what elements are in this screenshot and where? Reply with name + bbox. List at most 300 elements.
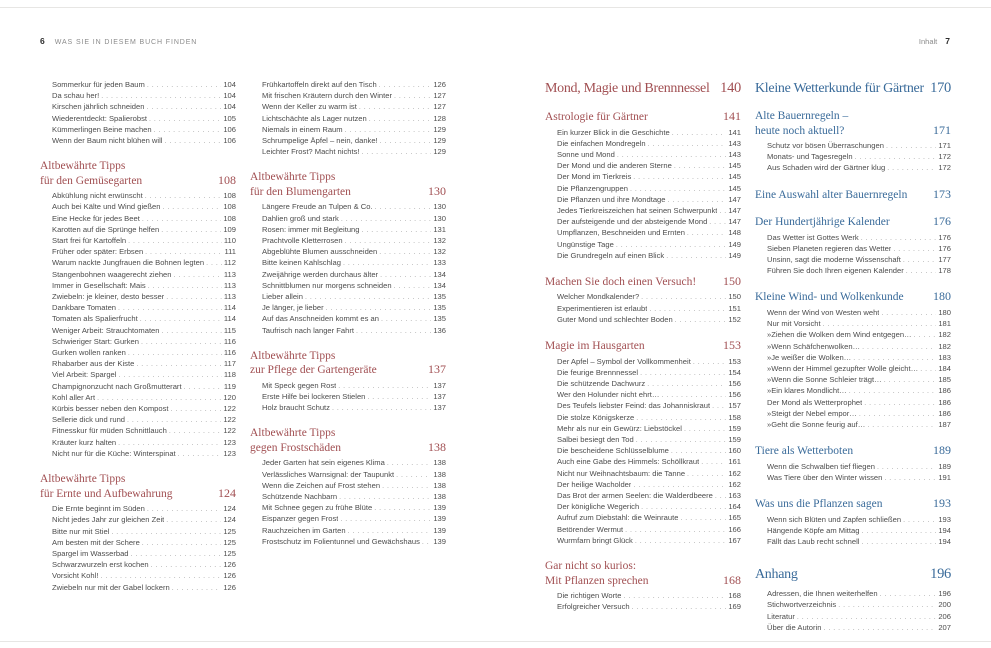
entry-title: Warum nackte Jungfrauen die Bohnen legten: [52, 258, 205, 268]
section-page-number: 108: [218, 172, 236, 187]
dot-leader: [671, 446, 726, 457]
entry-page-number: 132: [433, 236, 446, 246]
dot-leader: [884, 375, 937, 386]
toc-entry: [40, 571, 236, 582]
section-heading-line: [755, 497, 951, 512]
entry-page-number: 116: [223, 348, 236, 358]
dot-leader: [862, 342, 936, 353]
section-heading: [545, 110, 741, 125]
entry-title: »Ein klares Mondlicht…: [767, 386, 847, 396]
entry-title: Der Mond im Tierkreis: [557, 172, 632, 182]
section-heading-line: [755, 124, 951, 139]
entry-page-number: 105: [223, 113, 236, 123]
entry-title: Sommerkur für jeden Baum: [52, 80, 145, 89]
entry-title: Schnittblumen nur morgens schneiden: [262, 280, 392, 290]
entry-title: Lieber allein: [262, 292, 303, 302]
section-page-number: 138: [428, 439, 446, 454]
section-heading-line: [250, 363, 446, 378]
entry-page-number: 189: [938, 461, 951, 471]
section-heading-line: [545, 275, 741, 290]
dot-leader: [332, 403, 431, 414]
entry-title: Holz braucht Schutz: [262, 403, 330, 413]
entry-title: Auch bei Kälte und Wind gießen: [52, 202, 161, 212]
entry-page-number: 135: [433, 303, 446, 313]
toc-entry: [40, 527, 236, 538]
dot-leader: [920, 364, 936, 375]
dot-leader: [396, 470, 431, 481]
entry-title: Zweijährige werden durchaus älter: [262, 269, 379, 279]
toc-entry: [40, 504, 236, 515]
toc-entry: [250, 102, 446, 113]
entry-title: Bitte nur mit Stiel: [52, 526, 110, 536]
toc-entry: [250, 458, 446, 469]
entry-title: Die richtigen Worte: [557, 591, 622, 600]
entry-title: Mit Speck gegen Rost: [262, 380, 337, 390]
toc-entry: [545, 172, 741, 183]
entry-title: Ungünstige Tage: [557, 239, 614, 249]
entry-page-number: 126: [223, 560, 236, 570]
toc-entry: [40, 247, 236, 258]
entry-title: Aus Schaden wird der Gärtner klug: [767, 163, 886, 173]
toc-entry: [250, 125, 446, 136]
toc-entry: [40, 337, 236, 348]
section-title: heute noch aktuell?: [755, 124, 845, 137]
dot-leader: [617, 150, 726, 161]
entry-page-number: 126: [223, 582, 236, 592]
entry-page-number: 172: [938, 163, 951, 173]
entry-title: Fällt das Laub recht schnell: [767, 536, 860, 546]
section-heading-line: Gar nicht so kurios:: [545, 560, 637, 572]
entry-title: Am besten mit der Schere: [52, 537, 140, 547]
toc-entry: [755, 589, 951, 600]
dot-leader: [649, 304, 726, 315]
entry-title: Führen Sie doch Ihren eigenen Kalender: [767, 266, 904, 276]
toc-entry: [545, 217, 741, 228]
chapter-title: Kleine Wetterkunde für Gärtner: [755, 81, 924, 96]
entry-page-number: 141: [728, 127, 741, 137]
section-heading: [40, 160, 236, 188]
toc-entry: [250, 80, 446, 91]
dot-leader: [142, 214, 222, 225]
section-page-number: 173: [933, 186, 951, 201]
toc-entry: [40, 303, 236, 314]
dot-leader: [636, 413, 726, 424]
entry-title: Erfolgreicher Versuch: [557, 602, 630, 612]
entry-page-number: 114: [223, 314, 236, 324]
entry-page-number: 137: [433, 392, 446, 402]
entry-page-number: 111: [224, 247, 236, 257]
chapter-page-number: 196: [930, 566, 951, 583]
entry-page-number: 183: [938, 352, 951, 362]
toc-entry: [545, 292, 741, 303]
toc-entry: [250, 470, 446, 481]
toc-entry: [250, 270, 446, 281]
toc-entry: [545, 525, 741, 536]
entry-title: Experimentieren ist erlaubt: [557, 303, 648, 313]
dot-leader: [906, 266, 937, 277]
entry-title: Guter Mond und schlechter Boden: [557, 314, 673, 324]
entry-title: Kürbis besser neben den Kompost: [52, 404, 169, 414]
entry-title: Der königliche Wegerich: [557, 502, 640, 512]
entry-page-number: 169: [728, 602, 741, 612]
toc-entry: [755, 319, 951, 330]
entry-title: Ein kurzer Blick in die Geschichte: [557, 127, 670, 137]
toc-entry: [545, 491, 741, 502]
toc-entry: [545, 401, 741, 412]
toc-entry: [545, 315, 741, 326]
dot-leader: [880, 589, 937, 600]
entry-title: Aufruf zum Diebstahl: die Weinraute: [557, 513, 679, 523]
section-heading: [545, 560, 741, 588]
toc-entry: [250, 214, 446, 225]
dot-leader: [111, 527, 221, 538]
section-title: Mit Pflanzen sprechen: [545, 574, 649, 587]
dot-leader: [326, 303, 432, 314]
toc-entry: [40, 449, 236, 460]
toc-column: [250, 80, 446, 548]
entry-title: Sonne und Mond: [557, 149, 615, 159]
entry-page-number: 108: [223, 213, 236, 223]
toc-column: [755, 80, 951, 634]
entry-page-number: 134: [433, 280, 446, 290]
entry-page-number: 162: [728, 479, 741, 489]
entry-page-number: 116: [223, 336, 236, 346]
dot-leader: [362, 147, 432, 158]
entry-page-number: 136: [433, 325, 446, 335]
entry-page-number: 158: [728, 412, 741, 422]
entry-page-number: 122: [223, 415, 236, 425]
toc-entry: [545, 591, 741, 602]
toc-entry: [545, 304, 741, 315]
dot-leader: [101, 91, 221, 102]
dot-leader: [855, 152, 937, 163]
chapter-heading: [755, 80, 951, 97]
toc-entry: [40, 348, 236, 359]
entry-page-number: 113: [223, 280, 236, 290]
entry-title: Frostschutz im Folientunnel und Gewächshaus: [262, 536, 420, 546]
entry-title: Der aufsteigende und der absteigende Mond: [557, 217, 708, 227]
dot-leader: [633, 172, 726, 183]
right-running-header: [919, 36, 950, 46]
dot-leader: [886, 141, 936, 152]
toc-entry: [545, 240, 741, 251]
toc-entry: [545, 480, 741, 491]
dot-leader: [161, 225, 221, 236]
entry-page-number: 134: [433, 269, 446, 279]
entry-title: Schwieriger Start: Gurken: [52, 336, 139, 346]
toc-entry: [250, 258, 446, 269]
entry-page-number: 109: [223, 224, 236, 234]
section-heading: [755, 215, 951, 230]
dot-leader: [661, 390, 726, 401]
entry-page-number: 110: [223, 236, 236, 246]
dot-leader: [623, 591, 726, 602]
section-title: zur Pflege der Gartengeräte: [250, 364, 377, 377]
toc-entry: [755, 233, 951, 244]
entry-page-number: 147: [728, 194, 741, 204]
dot-leader: [345, 125, 432, 136]
dot-leader: [379, 247, 431, 258]
toc-entry: [755, 386, 951, 397]
entry-page-number: 163: [728, 490, 741, 500]
dot-leader: [305, 292, 431, 303]
dot-leader: [345, 236, 432, 247]
dot-leader: [374, 503, 431, 514]
page-header: [40, 36, 950, 46]
toc-entry: [40, 270, 236, 281]
dot-leader: [359, 102, 432, 113]
entry-page-number: 104: [223, 91, 236, 101]
dot-leader: [903, 515, 936, 526]
entry-page-number: 154: [728, 367, 741, 377]
toc-entry: [250, 225, 446, 236]
entry-page-number: 145: [728, 161, 741, 171]
toc-entry: [755, 342, 951, 353]
entry-title: Salbei besiegt den Tod: [557, 434, 634, 444]
entry-page-number: 186: [938, 397, 951, 407]
entry-page-number: 135: [433, 292, 446, 302]
toc-entry: [545, 390, 741, 401]
toc-entry: [545, 195, 741, 206]
toc-column: [545, 80, 741, 613]
entry-title: Gurken wollen ranken: [52, 348, 126, 358]
section-title: Eine Auswahl alter Bauernregeln: [755, 188, 908, 201]
toc-entry: [40, 438, 236, 449]
section-heading: [755, 188, 951, 203]
toc-entry: [40, 292, 236, 303]
entry-page-number: 187: [938, 419, 951, 429]
entry-title: Jedes Tierkreiszeichen hat seinen Schwerpunkt: [557, 205, 718, 215]
entry-page-number: 135: [433, 314, 446, 324]
entry-title: Schrumpelige Äpfel – nein, danke!: [262, 136, 378, 146]
toc-entry: [545, 435, 741, 446]
dot-leader: [635, 536, 727, 547]
entry-page-number: 153: [728, 356, 741, 366]
entry-page-number: 194: [938, 536, 951, 546]
dot-leader: [174, 270, 222, 281]
toc-entry: [40, 202, 236, 213]
entry-title: Schwarzwurzeln erst kochen: [52, 560, 149, 570]
dot-leader: [369, 114, 432, 125]
entry-page-number: 178: [938, 266, 951, 276]
toc-entry: [40, 314, 236, 325]
section-title: Kleine Wind- und Wolkenkunde: [755, 291, 904, 304]
dot-leader: [341, 214, 432, 225]
dot-leader: [149, 114, 221, 125]
section-title: Magie im Hausgarten: [545, 340, 645, 353]
toc-entry: [755, 141, 951, 152]
entry-title: Schützende Nachbarn: [262, 492, 338, 502]
dot-leader: [128, 236, 222, 247]
entry-title: Abkühlung nicht erwünscht: [52, 191, 143, 201]
entry-page-number: 207: [938, 622, 951, 632]
entry-page-number: 125: [223, 548, 236, 558]
toc-entry: [755, 612, 951, 623]
entry-title: Wenn sich Blüten und Zapfen schließen: [767, 514, 902, 524]
section-page-number: 153: [723, 338, 741, 353]
dot-leader: [701, 457, 726, 468]
dot-leader: [184, 382, 222, 393]
dot-leader: [343, 258, 431, 269]
entry-page-number: 130: [433, 213, 446, 223]
dot-leader: [684, 424, 726, 435]
entry-page-number: 127: [433, 102, 446, 112]
toc-entry: [250, 514, 446, 525]
dot-leader: [172, 583, 222, 594]
entry-page-number: 166: [728, 524, 741, 534]
toc-entry: [40, 393, 236, 404]
entry-title: Nicht nur für die Küche: Winterspinat: [52, 448, 176, 458]
entry-title: Hängende Köpfe am Mittag: [767, 525, 860, 535]
section-title: Der Hundertjährige Kalender: [755, 216, 890, 229]
page-top-edge: [0, 7, 991, 8]
toc-entry: [40, 515, 236, 526]
entry-title: Rhabarber aus der Kiste: [52, 359, 135, 369]
entry-page-number: 149: [728, 250, 741, 260]
toc-entry: [40, 191, 236, 202]
entry-page-number: 127: [433, 91, 446, 101]
entry-page-number: 150: [728, 292, 741, 302]
entry-page-number: 194: [938, 525, 951, 535]
entry-title: Vorsicht Kohl!: [52, 571, 99, 581]
dot-leader: [127, 415, 221, 426]
entry-title: Auch eine Gabe des Himmels: Schöllkraut: [557, 457, 700, 467]
entry-page-number: 125: [223, 526, 236, 536]
entry-title: Da schau her!: [52, 91, 100, 101]
dot-leader: [97, 393, 221, 404]
dot-leader: [861, 526, 936, 537]
entry-title: Betörender Wermut: [557, 524, 624, 534]
chapter-title: Mond, Magie und Brennnessel: [545, 81, 710, 96]
section-page-number: 176: [933, 214, 951, 229]
entry-page-number: 104: [223, 102, 236, 112]
entry-page-number: 117: [223, 359, 236, 369]
section-heading-line: [40, 174, 236, 189]
dot-leader: [877, 462, 936, 473]
dot-leader: [380, 270, 431, 281]
dot-leader: [381, 314, 431, 325]
toc-column: [40, 80, 236, 594]
entry-page-number: 184: [938, 363, 951, 373]
toc-entry: [40, 136, 236, 147]
entry-page-number: 159: [728, 423, 741, 433]
section-page-number: 180: [933, 289, 951, 304]
entry-title: Prachtvolle Kletterrosen: [262, 236, 343, 246]
dot-leader: [680, 513, 726, 524]
entry-page-number: 143: [728, 149, 741, 159]
toc-entry: [755, 462, 951, 473]
entry-page-number: 147: [728, 205, 741, 215]
toc-entry: [545, 513, 741, 524]
entry-page-number: 159: [728, 434, 741, 444]
entry-title: Je länger, je lieber: [262, 303, 324, 313]
entry-title: Wenn der Wind von Westen weht: [767, 307, 880, 317]
toc-entry: [40, 102, 236, 113]
toc-entry: [40, 258, 236, 269]
toc-entry: [545, 536, 741, 547]
entry-title: Adressen, die Ihnen weiterhelfen: [767, 589, 878, 599]
entry-page-number: 124: [223, 515, 236, 525]
entry-page-number: 185: [938, 375, 951, 385]
toc-entry: [40, 281, 236, 292]
entry-title: Kirschen jährlich schneiden: [52, 102, 145, 112]
entry-page-number: 118: [223, 370, 236, 380]
toc-entry: [250, 292, 446, 303]
toc-entry: [755, 364, 951, 375]
right-header-label: Inhalt: [918, 37, 938, 46]
toc-entry: [755, 330, 951, 341]
toc-entry: [250, 147, 446, 158]
dot-leader: [164, 136, 221, 147]
entry-page-number: 120: [223, 392, 236, 402]
dot-leader: [206, 258, 222, 269]
dot-leader: [853, 353, 936, 364]
dot-leader: [147, 80, 221, 91]
entry-title: Champignonzucht nach Großmutterart: [52, 381, 182, 391]
section-title: Tiere als Wetterboten: [755, 445, 854, 458]
entry-page-number: 162: [728, 468, 741, 478]
entry-title: »Je weißer die Wolken…: [767, 352, 852, 362]
toc-entry: [40, 404, 236, 415]
toc-entry: [545, 424, 741, 435]
entry-page-number: 113: [223, 269, 236, 279]
entry-page-number: 167: [728, 535, 741, 545]
dot-leader: [914, 330, 937, 341]
section-heading-line: Altbewährte Tipps: [40, 473, 126, 486]
entry-title: Wenn der Baum nicht blühen will: [52, 136, 163, 146]
dot-leader: [340, 514, 431, 525]
toc-entry: [250, 481, 446, 492]
section-heading: [545, 275, 741, 290]
dot-leader: [616, 240, 726, 251]
entry-page-number: 138: [433, 469, 446, 479]
entry-page-number: 182: [938, 330, 951, 340]
toc-entry: [40, 382, 236, 393]
entry-page-number: 186: [938, 386, 951, 396]
entry-page-number: 122: [223, 426, 236, 436]
section-heading-line: [250, 441, 446, 456]
entry-title: Rosen: immer mit Begleitung: [262, 224, 360, 234]
dot-leader: [394, 91, 431, 102]
entry-title: Der Apfel – Symbol der Vollkommenheit: [557, 356, 691, 366]
toc-entry: [545, 128, 741, 139]
section-heading-line: [40, 487, 236, 502]
dot-leader: [630, 184, 726, 195]
toc-entry: [545, 357, 741, 368]
toc-entry: [250, 303, 446, 314]
entry-title: Monats- und Tagesregeln: [767, 152, 853, 162]
entry-page-number: 148: [728, 228, 741, 238]
entry-title: Dahlien groß und stark: [262, 213, 339, 223]
entry-title: Die einfachen Mondregeln: [557, 138, 646, 148]
dot-leader: [823, 319, 937, 330]
entry-title: »Ziehen die Wolken dem Wind entgegen…: [767, 330, 912, 340]
toc-entry: [545, 184, 741, 195]
entry-title: Des Teufels liebster Feind: das Johanniskraut: [557, 401, 711, 411]
dot-leader: [647, 379, 726, 390]
chapter-page-number: 170: [930, 80, 951, 96]
section-title: Machen Sie doch einen Versuch!: [545, 275, 697, 288]
section-heading-line: [755, 188, 951, 203]
toc-entry: [755, 409, 951, 420]
entry-title: Abgeblühte Blumen ausschneiden: [262, 247, 378, 257]
toc-entry: [545, 469, 741, 480]
entry-title: Viel Arbeit: Spargel: [52, 370, 117, 380]
section-title: Was uns die Pflanzen sagen: [755, 498, 883, 511]
entry-title: Literatur: [767, 611, 795, 621]
entry-title: Nicht nur Weihnachtsbaum: die Tanne: [557, 468, 686, 478]
toc-entry: [755, 473, 951, 484]
